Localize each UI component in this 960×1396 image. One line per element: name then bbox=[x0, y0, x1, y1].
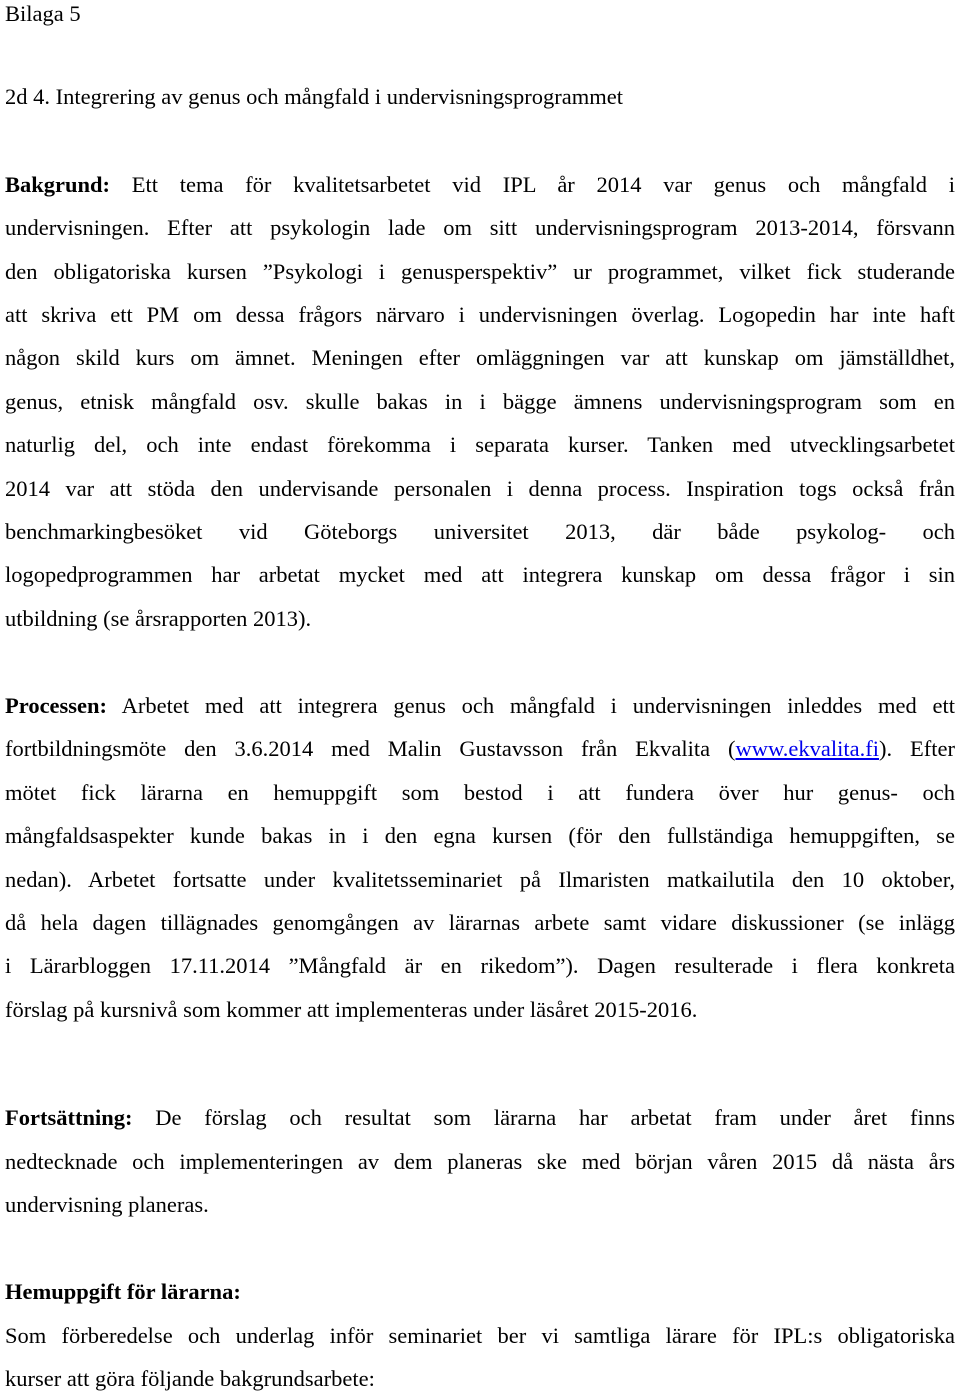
paragraph-line: då hela dagen tillägnades genomgången av lärarnas arbete samt vidare diskussioner (se inlägg bbox=[5, 910, 955, 935]
paragraph-line bbox=[5, 171, 955, 199]
paragraph-line: någon skild kurs om ämnet. Meningen efter omläggningen var att kunskap om jämställdhet, bbox=[5, 345, 955, 370]
paragraph-line bbox=[5, 735, 955, 763]
paragraph-line: 2014 var att stöda den undervisande personalen i denna process. Inspiration togs också från bbox=[5, 476, 955, 501]
paragraph-line: mötet fick lärarna en hemuppgift som bestod i att fundera över hur genus- och bbox=[5, 780, 955, 805]
paragraph-line: mångfaldsaspekter kunde bakas in i den egna kursen (för den fullständiga hemuppgiften, se bbox=[5, 823, 955, 848]
section-title: 2d 4. Integrering av genus och mångfald i undervisningsprogrammet bbox=[5, 84, 623, 109]
line-text: ). Efter bbox=[879, 736, 955, 761]
line-text: De förslag och resultat som lärarna har arbetat fram under året finns bbox=[132, 1105, 955, 1130]
paragraph-line: genus, etnisk mångfald osv. skulle bakas in i bägge ämnens undervisningsprogram som en bbox=[5, 389, 955, 414]
line-text: fortbildningsmöte den 3.6.2014 med Malin Gustavsson från Ekvalita ( bbox=[5, 736, 736, 761]
paragraph-line: förslag på kursnivå som kommer att implementeras under läsåret 2015-2016. bbox=[5, 997, 698, 1022]
paragraph-line: benchmarkingbesöket vid Göteborgs universitet 2013, där både psykolog- och bbox=[5, 519, 955, 544]
paragraph-line: i Lärarbloggen 17.11.2014 ”Mångfald är en rikedom”). Dagen resulterade i flera konkreta bbox=[5, 953, 955, 978]
paragraph-line bbox=[5, 1104, 955, 1132]
paragraph-line: nedtecknade och implementeringen av dem planeras ske med början våren 2015 då nästa års bbox=[5, 1149, 955, 1174]
fortsattning-heading: Fortsättning: bbox=[5, 1105, 133, 1130]
hemuppgift-heading: Hemuppgift för lärarna: bbox=[5, 1279, 241, 1304]
paragraph-line: kurser att göra följande bakgrundsarbete: bbox=[5, 1366, 375, 1391]
paragraph-line bbox=[5, 692, 955, 720]
paragraph-line: Som förberedelse och underlag inför seminariet ber vi samtliga lärare för IPL:s obligatoriska bbox=[5, 1323, 955, 1348]
paragraph-line: nedan). Arbetet fortsatte under kvalitetsseminariet på Ilmaristen matkailutila den 10 oktober, bbox=[5, 867, 955, 892]
line-text: Arbetet med att integrera genus och mångfald i undervisningen inleddes med ett bbox=[107, 693, 955, 718]
paragraph-line: att skriva ett PM om dessa frågors närvaro i undervisningen överlag. Logopedin har inte haft bbox=[5, 302, 955, 327]
paragraph-line: undervisningen. Efter att psykologin lade om sitt undervisningsprogram 2013-2014, försvann bbox=[5, 215, 955, 240]
bakgrund-heading: Bakgrund: bbox=[5, 172, 111, 197]
paragraph-line: logopedprogrammen har arbetat mycket med att integrera kunskap om dessa frågor i sin bbox=[5, 562, 955, 587]
paragraph-line: naturlig del, och inte endast förekomma i separata kurser. Tanken med utvecklingsarbetet bbox=[5, 432, 955, 457]
appendix-label: Bilaga 5 bbox=[5, 1, 81, 26]
line-text: Ett tema för kvalitetsarbetet vid IPL år 2014 var genus och mångfald i bbox=[110, 172, 955, 197]
ekvalita-link[interactable]: www.ekvalita.fi bbox=[735, 736, 880, 761]
paragraph-line: undervisning planeras. bbox=[5, 1192, 209, 1217]
processen-heading: Processen: bbox=[5, 693, 108, 718]
paragraph-line: den obligatoriska kursen ”Psykologi i genusperspektiv” ur programmet, vilket fick studerande bbox=[5, 259, 955, 284]
paragraph-line: utbildning (se årsrapporten 2013). bbox=[5, 606, 312, 631]
